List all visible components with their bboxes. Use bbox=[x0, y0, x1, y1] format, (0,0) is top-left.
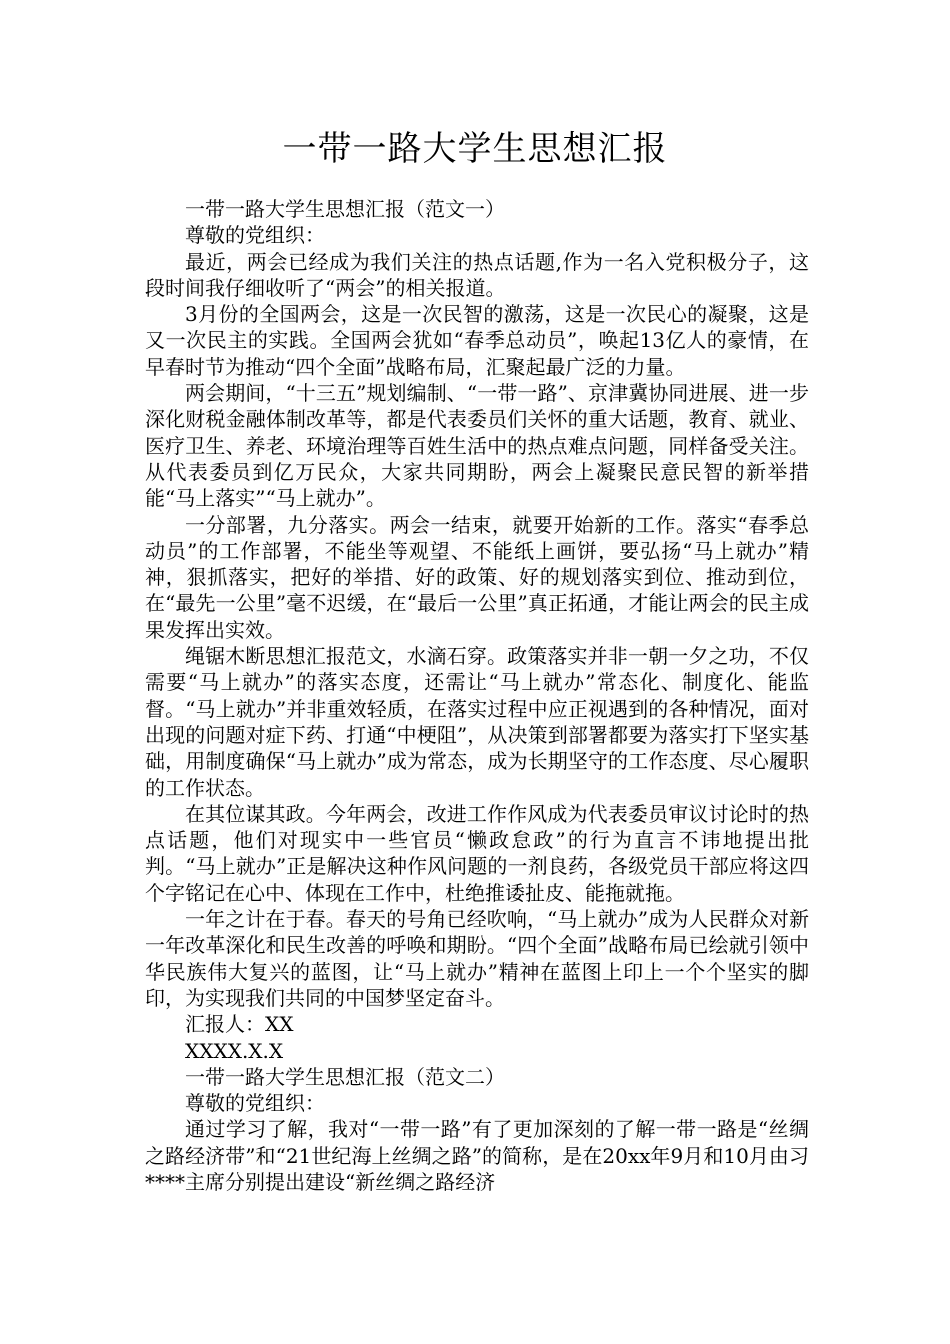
document-title: 一带一路大学生思想汇报 bbox=[282, 129, 668, 169]
body-paragraph: 在其位谋其政。今年两会，改进工作作风成为代表委员审议讨论时的热点话题，他们对现实中一些官员“懒政怠政”的行为直言不讳地提出批判。“马上就办”正是解决这种作风问题的一剂良药，各级党员干部应将这四个字铭记在心中、体现在工作中，杜绝推诿扯皮、能拖就拖。 bbox=[145, 801, 809, 905]
body-paragraph: 通过学习了解，我对“一带一路”有了更加深刻的了解一带一路是“丝绸之路经济带”和“21世纪海上丝绸之路”的简称，是在20xx年9月和10月由习****主席分别提出建设“新丝绸之路经济 bbox=[145, 1117, 809, 1194]
document-body bbox=[145, 196, 809, 1195]
heading-sample-two: 一带一路大学生思想汇报（范文二） bbox=[185, 1064, 505, 1089]
body-paragraph: 一年之计在于春。春天的号角已经吹响，“马上就办”成为人民群众对新一年改革深化和民生改善的呼唤和期盼。“四个全面”战略布局已绘就引领中华民族伟大复兴的蓝图，让“马上就办”精神在蓝图上印上一个个坚实的脚印，为实现我们共同的中国梦坚定奋斗。 bbox=[145, 907, 809, 1010]
body-paragraph: 一分部署，九分落实。两会一结束，就要开始新的工作。落实“春季总动员”的工作部署，不能坐等观望、不能纸上画饼，要弘扬“马上就办”精神，狠抓落实，把好的举措、好的政策、好的规划落实到位、推动到位，在“最先一公里”毫不迟缓，在“最后一公里”真正拓通，才能让两会的民主成果发挥出实效。 bbox=[145, 512, 809, 642]
body-paragraph: 两会期间，“十三五”规划编制、“一带一路”、京津冀协同进展、进一步深化财税金融体制改革等，都是代表委员们关怀的重大话题，教育、就业、医疗卫生、养老、环境治理等百姓生活中的热点难点问题，同样备受关注。从代表委员到亿万民众，大家共同期盼，两会上凝聚民意民智的新举措能“马上落实”“马上就办”。 bbox=[145, 381, 809, 511]
reporter-line: 汇报人：XX bbox=[185, 1012, 294, 1037]
body-paragraph: 3月份的全国两会，这是一次民智的激荡，这是一次民心的凝聚，这是又一次民主的实践。全国两会犹如“春季总动员”，唤起13亿人的豪情，在早春时节为推动“四个全面”战略布局，汇聚起最广泛的力量。 bbox=[145, 302, 809, 379]
heading-sample-one: 一带一路大学生思想汇报（范文一） bbox=[185, 197, 505, 221]
salutation-two: 尊敬的党组织： bbox=[185, 1091, 325, 1116]
salutation-one: 尊敬的党组织： bbox=[185, 223, 325, 248]
date-line: XXXX.X.X bbox=[185, 1038, 284, 1063]
body-paragraph: 绳锯木断思想汇报范文，水滴石穿。政策落实并非一朝一夕之功，不仅需要“马上就办”的落实态度，还需让“马上就办”常态化、制度化、能监督。“马上就办”并非重效轻质，在落实过程中应正视遇到的各种情况，面对出现的问题对症下药、打通“中梗阻”，从决策到部署都要为落实打下坚实基础，用制度确保“马上就办”成为常态，成为长期坚守的工作态度、尽心履职的工作状态。 bbox=[145, 644, 809, 800]
body-paragraph: 最近，两会已经成为我们关注的热点话题,作为一名入党积极分子，这段时间我仔细收听了“两会”的相关报道。 bbox=[145, 249, 809, 300]
